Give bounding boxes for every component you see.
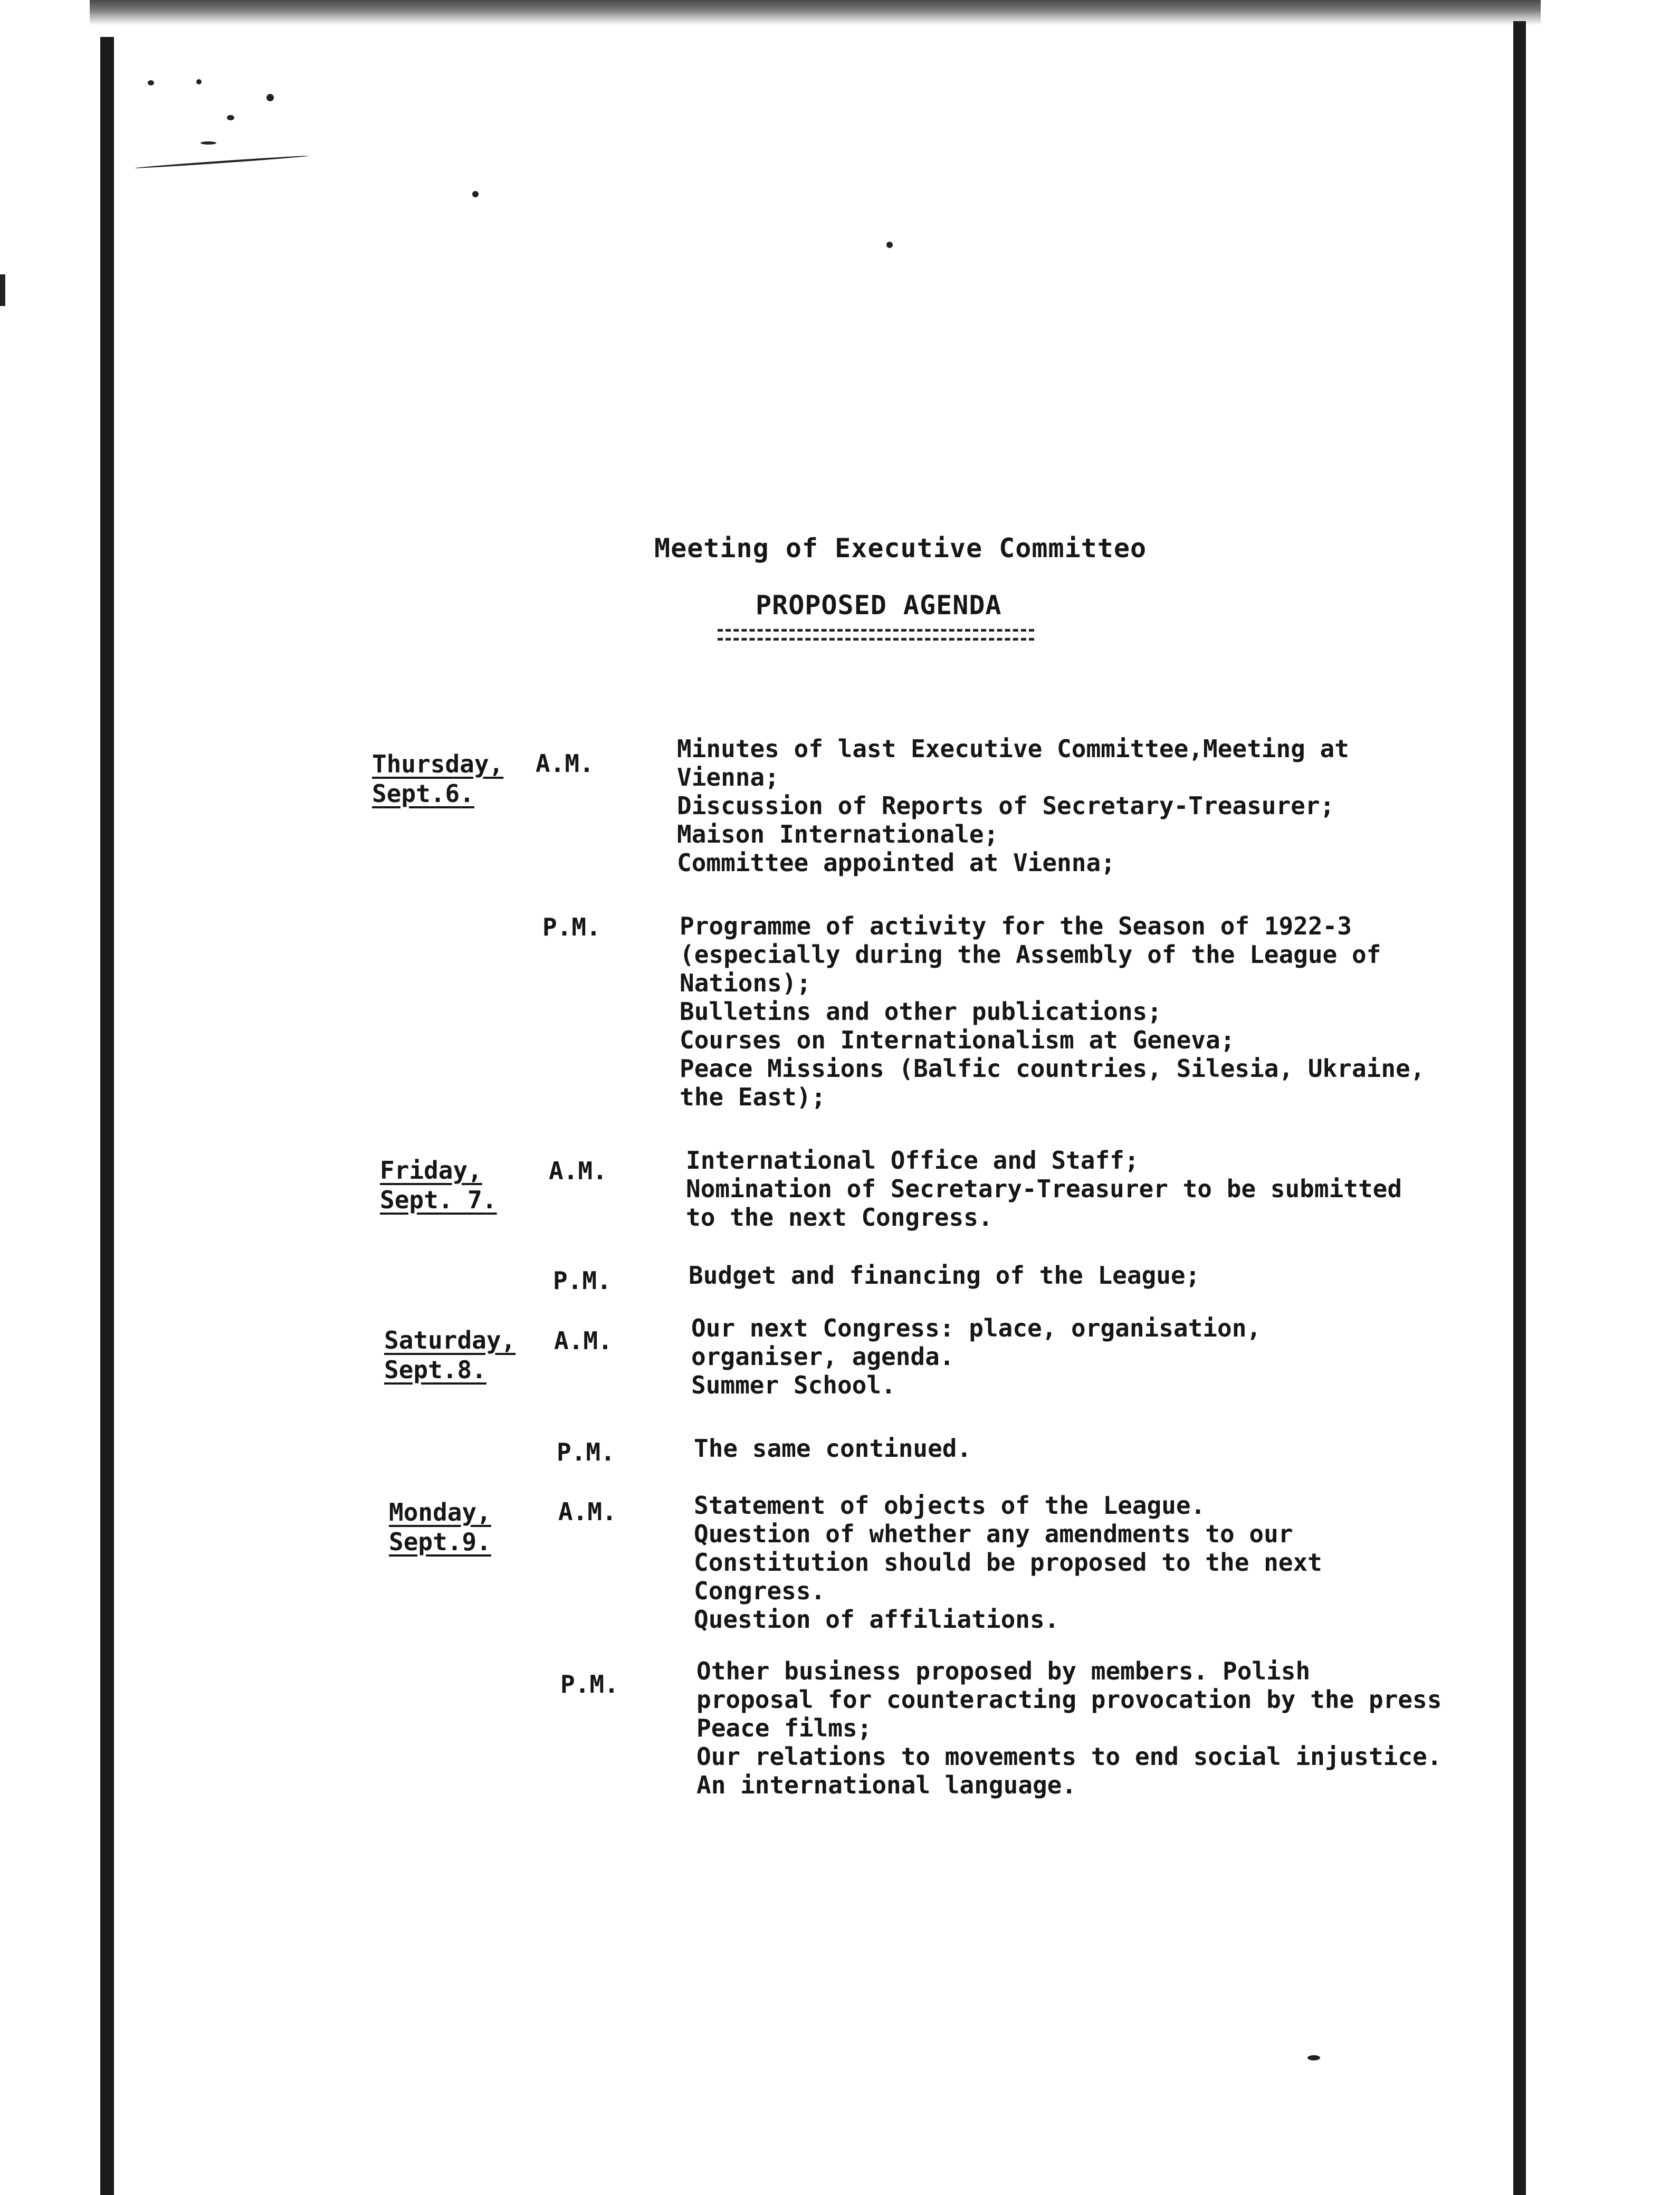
day-saturday [384, 1325, 516, 1385]
agenda-line: Nomination of Secretary-Treasurer to be submitted [686, 1175, 1402, 1203]
day-date: Sept. 7. [380, 1186, 497, 1214]
scan-speck [472, 191, 479, 197]
period-pm: P.M. [553, 1266, 612, 1295]
scan-border-top [90, 0, 1541, 25]
agenda-line: Minutes of last Executive Committee,Meeting at [677, 734, 1349, 763]
agenda-line: Peace films; [696, 1714, 872, 1742]
agenda-line: Budget and financing of the League; [689, 1261, 1200, 1290]
agenda-line: Bulletins and other publications; [680, 997, 1162, 1026]
day-friday [380, 1156, 497, 1215]
agenda-line: Our next Congress: place, organisation, [691, 1314, 1262, 1342]
scan-speck [135, 155, 308, 169]
scan-speck [196, 79, 202, 84]
agenda-line: The same continued. [694, 1434, 972, 1463]
agenda-line: Statement of objects of the League. [694, 1491, 1206, 1520]
period-am: A.M. [549, 1157, 607, 1185]
agenda-line: Summer School. [691, 1371, 896, 1399]
day-name: Saturday, [384, 1326, 516, 1354]
agenda-items [694, 1434, 971, 1463]
day-name: Friday, [380, 1156, 482, 1185]
agenda-line: Nations); [680, 969, 812, 997]
scan-edge-mark [0, 274, 5, 306]
agenda-line: Other business proposed by members. Polish [696, 1657, 1311, 1685]
agenda-line: proposal for counteracting provocation by the press [696, 1685, 1442, 1714]
agenda-line: the East); [680, 1083, 826, 1111]
agenda-items [689, 1261, 1200, 1290]
agenda-line: Vienna; [677, 763, 779, 791]
agenda-line: (especially during the Assembly of the League of [680, 940, 1381, 969]
agenda-line: Our relations to movements to end social injustice. [696, 1742, 1442, 1771]
scan-speck [201, 141, 216, 145]
agenda-items [694, 1491, 1322, 1634]
agenda-items [677, 734, 1349, 877]
scan-speck [266, 94, 274, 101]
agenda-items [696, 1657, 1442, 1799]
agenda-line: Constitution should be proposed to the next [694, 1548, 1322, 1577]
agenda-line: organiser, agenda. [691, 1342, 954, 1371]
agenda-line: Congress. [694, 1577, 826, 1605]
period-pm: P.M. [542, 913, 601, 941]
period-pm: P.M. [557, 1438, 615, 1466]
day-date: Sept.8. [384, 1356, 486, 1384]
agenda-line: Question of whether any amendments to our [694, 1520, 1293, 1548]
day-monday [389, 1497, 491, 1557]
agenda-items [680, 912, 1425, 1111]
agenda-line: International Office and Staff; [686, 1146, 1139, 1175]
scan-speck [148, 80, 154, 85]
scan-speck [227, 115, 234, 120]
agenda-line: An international language. [696, 1771, 1077, 1799]
agenda-items [686, 1146, 1402, 1232]
document-title: Meeting of Executive Committeo [654, 533, 1147, 564]
agenda-line: Question of affiliations. [694, 1605, 1059, 1634]
day-date: Sept.9. [389, 1528, 491, 1556]
scan-speck [886, 242, 893, 248]
scan-speck [1307, 2055, 1320, 2060]
subtitle-double-rule [718, 629, 1034, 641]
day-name: Thursday, [372, 750, 504, 778]
scan-border-left [100, 37, 114, 2195]
scan-border-right [1513, 21, 1526, 2195]
agenda-line: Maison Internationale; [677, 820, 999, 848]
day-thursday [372, 749, 503, 808]
period-pm: P.M. [560, 1670, 619, 1698]
agenda-line: Courses on Internationalism at Geneva; [680, 1026, 1235, 1054]
agenda-line: Programme of activity for the Season of 1922-3 [680, 912, 1352, 940]
agenda-line: Peace Missions (Balfic countries, Silesia, Ukraine, [680, 1054, 1425, 1083]
agenda-line: Discussion of Reports of Secretary-Treasurer; [677, 791, 1335, 820]
period-am: A.M. [536, 749, 594, 778]
period-am: A.M. [558, 1497, 617, 1526]
day-date: Sept.6. [372, 779, 474, 808]
day-name: Monday, [389, 1498, 491, 1526]
agenda-items [691, 1314, 1261, 1399]
document-subtitle: PROPOSED AGENDA [756, 590, 1002, 621]
agenda-line: Committee appointed at Vienna; [677, 848, 1115, 877]
agenda-line: to the next Congress. [686, 1203, 993, 1232]
period-am: A.M. [554, 1326, 613, 1355]
